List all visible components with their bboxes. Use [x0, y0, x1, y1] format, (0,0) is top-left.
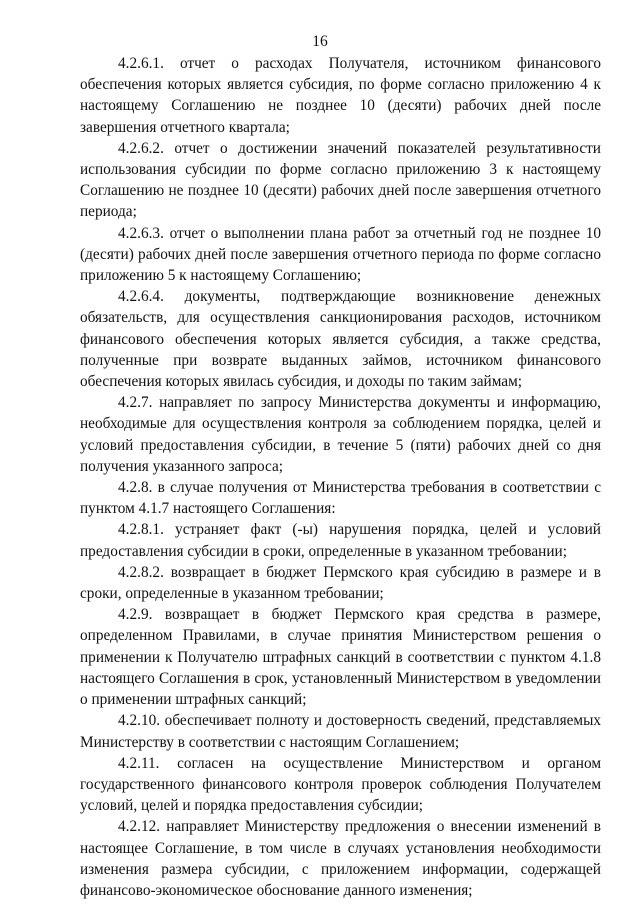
- paragraph-4-2-8: 4.2.8. в случае получения от Министерства требования в соответствии с пунктом 4.1.7 настоящего Соглашения:: [80, 479, 601, 518]
- paragraph-4-2-10: 4.2.10. обеспечивает полноту и достоверность сведений, представляемых Министерству в соответствии с настоящим Соглашением;: [80, 712, 601, 751]
- paragraph-4-2-11: 4.2.11. согласен на осуществление Министерством и органом государственного финансового контроля проверок соблюдения Получателем условий, целей и порядка предоставления субсидии;: [80, 754, 601, 815]
- paragraph-4-2-6-3: 4.2.6.3. отчет о выполнении плана работ за отчетный год не позднее 10 (десяти) рабочих дней после завершения отчетного периода по форме согласно приложению 5 к настоящему Соглашению;: [80, 224, 601, 285]
- paragraph-4-2-8-1: 4.2.8.1. устраняет факт (-ы) нарушения порядка, целей и условий предоставления субсидии в сроки, определенные в указанном требовании;: [80, 521, 601, 560]
- paragraph-4-2-6-4: 4.2.6.4. документы, подтверждающие возникновение денежных обязательств, для осуществления санкционирования расходов, источником финансового обеспечения которых является субсидия, а также средства, полученные при возврате выданных займов, источником финансового обеспечения которых явилась субсидия, и доходы по таким займам;: [80, 288, 601, 391]
- paragraph-4-2-6-2: 4.2.6.2. отчет о достижении значений показателей результативности использования субсидии по форме согласно приложению 3 к настоящему Соглашению не позднее 10 (десяти) рабочих дней после завершения отчетного периода;: [80, 139, 601, 221]
- paragraph-4-2-8-2: 4.2.8.2. возвращает в бюджет Пермского края субсидию в размере и в сроки, определенные в указанном требовании;: [80, 563, 601, 603]
- document-body: [80, 53, 601, 901]
- page-number: 16: [312, 33, 328, 50]
- paragraph-4-2-7: 4.2.7. направляет по запросу Министерства документы и информацию, необходимые для осуществления контроля за соблюдением порядка, целей и условий предоставления субсидии, в течение 5 (пяти) рабочих дней со дня получения указанного запроса;: [80, 394, 601, 475]
- paragraph-4-2-9: 4.2.9. возвращает в бюджет Пермского края средства в размере, определенном Правилами, в случае принятия Министерством решения о применении к Получателю штрафных санкций в соответствии с пунктом 4.1.8 настоящего Соглашения в срок, установленный Министерством в уведомлении о применении штрафных санкций;: [80, 606, 601, 709]
- paragraph-4-2-12: 4.2.12. направляет Министерству предложения о внесении изменений в настоящее Соглашение, в том числе в случаях установления необходимости изменения размера субсидии, с приложением информации, содержащей финансово-экономическое обоснование данного изменения;: [80, 818, 601, 899]
- paragraph-4-2-6-1: 4.2.6.1. отчет о расходах Получателя, источником финансового обеспечения которых является субсидия, по форме согласно приложению 4 к настоящему Соглашению не позднее 10 (десяти) рабочих дней после завершения отчетного квартала;: [80, 55, 601, 136]
